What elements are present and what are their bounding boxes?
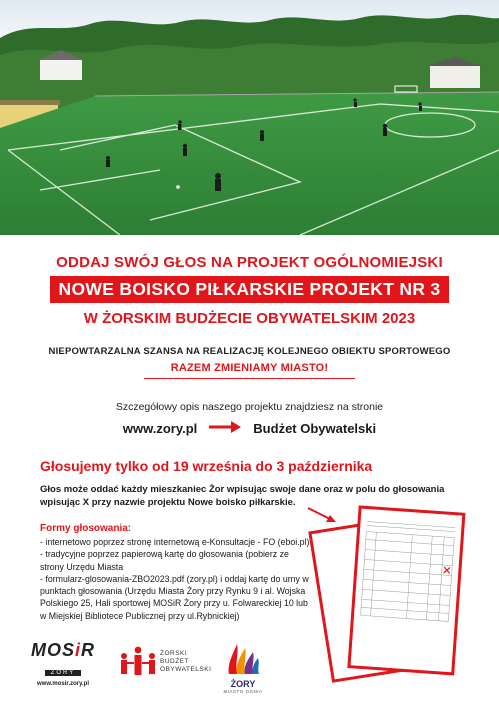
voting-description: Głos może oddać każdy mieszkaniec Żor wpisując swoje dane oraz w polu do głosowania wpisując X przy nazwie projektu Nowe boisko piłkarskie. [40,484,445,508]
voting-form-item: - tradycyjne poprzez papierową kartę do głosowania (pobierz ze strony Urzędu Miasta [40,549,289,572]
voting-form-item: - formularz-glosowania-ZBO2023.pdf (zory.pl) i oddaj kartę do urny w punktach głosowania (Urzędu Miasta Żory przy Rynku 9 i al. Wojska Polskiego 25, Hali sportowej MOSiR Żory przy u. Folwareckiej 10 lub w Miejskiej Bibliotece Publicznej przy ul.Rybnickiej) [40,573,309,621]
subheadline-line-1: NIEPOWTARZALNA SZANSA NA REALIZACJĘ KOLEJNEGO OBIEKTU SPORTOWEGO [48,346,451,357]
section-name: Budżet Obywatelski [253,420,377,436]
headline-line-1: ODDAJ SWÓJ GŁOS NA PROJEKT OGÓLNOMIEJSKI [56,254,443,271]
mosir-url: www.mosir.zory.pl [36,681,89,687]
subheadline-line-2: RAZEM ZMIENIAMY MIASTO! [170,362,329,374]
headline-banner: NOWE BOISKO PIŁKARSKIE PROJEKT NR 3 [50,276,449,303]
people-icon [118,644,158,684]
hero-photo-football-pitch [0,0,499,235]
arrow-right-icon [209,421,241,436]
voting-dates-title: Głosujemy tylko od 19 września do 3 października [40,458,373,474]
voting-form-item: - internetowo poprzez stronę internetową e-Konsultacje - FO (eboi.pl) [40,537,310,547]
zory-city-logo: ŻORY MIASTO OGNIA [218,640,268,696]
voting-forms-title: Formy głosowania: [40,523,132,534]
voting-forms-list [40,536,315,622]
website-link[interactable]: www.zory.pl [122,420,198,436]
website-row [0,418,499,438]
pitch-illustration [0,0,499,235]
budzet-obywatelski-logo: ŻORSKI BUDŻET OBYWATELSKI [118,644,218,690]
mosir-logo: MOSiR ŻORY www.mosir.zory.pl [28,640,98,690]
project-description-text: Szczegółowy opis naszego projektu znajdziesz na stronie [115,401,384,413]
headline-line-3: W ŻORSKIM BUDŻECIE OBYWATELSKIM 2023 [83,310,416,327]
flame-icon [223,640,263,676]
footer-logos [0,640,499,700]
